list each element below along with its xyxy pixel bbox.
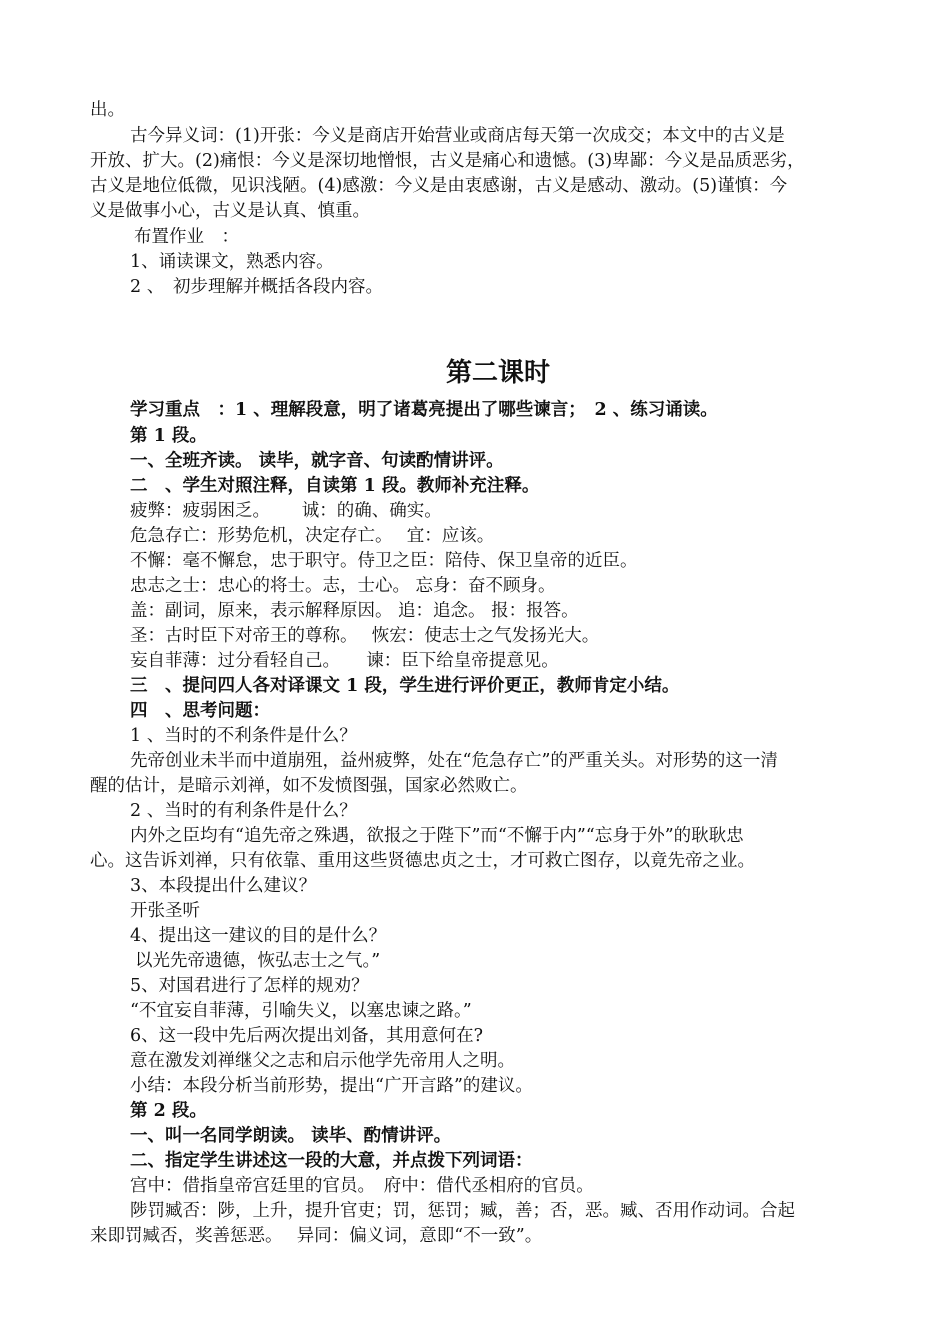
annotation-line: 疲弊：疲弱困乏。 诚：的确、确实。 — [130, 501, 442, 521]
answer-line: “不宜妄自菲薄，引喻失义，以塞忠谏之路。” — [130, 1001, 472, 1021]
answer-line: 以光先帝遗德，恢弘志士之气。” — [135, 951, 381, 971]
summary-line: 小结：本段分析当前形势，提出“广开言路”的建议。 — [130, 1076, 533, 1096]
section-title: 第二课时 — [446, 358, 551, 388]
homework-item: 1、诵读课文，熟悉内容。 — [130, 252, 334, 272]
step-heading: 一、全班齐读。 读毕，就字音、句读酌情讲评。 — [130, 451, 504, 471]
text-line: 义是做事小心，古义是认真、慎重。 — [90, 201, 370, 221]
question-line: 2 、当时的有利条件是什么？ — [130, 801, 357, 821]
text-line: 古义是地位低微，见识浅陋。(4)感激：今义是由衷感谢，古义是感动、激动。(5)谨慎：今 — [90, 176, 788, 196]
question-line: 3、本段提出什么建议？ — [130, 876, 317, 896]
annotation-line: 宫中：借指皇帝宫廷里的官员。 府中：借代丞相府的官员。 — [130, 1176, 594, 1196]
annotation-line: 不懈：毫不懈怠，忠于职守。侍卫之臣：陪侍、保卫皇帝的近臣。 — [130, 551, 638, 571]
step-heading: 四 、思考问题： — [130, 701, 270, 721]
answer-line: 先帝创业未半而中道崩殂，益州疲弊，处在“危急存亡”的严重关头。对形势的这一清 — [130, 751, 778, 771]
paragraph-heading: 第 1 段。 — [130, 426, 207, 446]
annotation-line: 忠志之士：忠心的将士。志，士心。 忘身：奋不顾身。 — [130, 576, 556, 596]
question-line: 1 、当时的不利条件是什么？ — [130, 726, 357, 746]
paragraph-heading: 第 2 段。 — [130, 1101, 207, 1121]
text-line: 古今异义词：(1)开张：今义是商店开始营业或商店每天第一次成交；本文中的古义是 — [130, 126, 785, 146]
answer-line: 内外之臣均有“追先帝之殊遇，欲报之于陛下”而“不懈于内”“忘身于外”的耿耿忠 — [130, 826, 744, 846]
annotation-line: 陟罚臧否：陟，上升，提升官吏；罚，惩罚；臧，善；否，恶。臧、否用作动词。合起 — [130, 1201, 795, 1221]
question-line: 6、这一段中先后两次提出刘备，其用意何在? — [130, 1026, 484, 1046]
step-heading: 二、指定学生讲述这一段的大意，并点拨下列词语： — [130, 1151, 533, 1171]
step-heading: 一、叫一名同学朗读。 读毕、酌情讲评。 — [130, 1126, 452, 1146]
question-line: 5、对国君进行了怎样的规劝？ — [130, 976, 369, 996]
answer-line: 开张圣听 — [130, 901, 200, 921]
text-line: 开放、扩大。(2)痛恨：今义是深切地憎恨，古义是痛心和遗憾。(3)卑鄙：今义是品质恶劣， — [90, 151, 805, 171]
homework-heading: 布置作业 ： — [134, 227, 239, 247]
step-heading: 三 、提问四人各对译课文 1 段，学生进行评价更正，教师肯定小结。 — [130, 676, 680, 696]
annotation-line: 危急存亡：形势危机，决定存亡。 宜：应该。 — [130, 526, 495, 546]
annotation-line: 来即罚臧否，奖善惩恶。 异同：偏义词，意即“不一致”。 — [90, 1226, 543, 1246]
answer-line: 醒的估计，是暗示刘禅，如不发愤图强，国家必然败亡。 — [90, 776, 528, 796]
step-heading: 二 、学生对照注释，自读第 1 段。教师补充注释。 — [130, 476, 540, 496]
answer-line: 意在激发刘禅继父之志和启示他学先帝用人之明。 — [130, 1051, 515, 1071]
question-line: 4、提出这一建议的目的是什么？ — [130, 926, 387, 946]
annotation-line: 圣：古时臣下对帝王的尊称。 恢宏：使志士之气发扬光大。 — [130, 626, 600, 646]
annotation-line: 盖：副词，原来，表示解释原因。 追：追念。 报：报答。 — [130, 601, 579, 621]
answer-line: 心。这告诉刘禅，只有依靠、重用这些贤德忠贞之士，才可救亡图存，以竟先帝之业。 — [90, 851, 755, 871]
learning-focus: 学习重点 ：1 、理解段意，明了诸葛亮提出了哪些谏言； 2 、练习诵读。 — [130, 400, 718, 420]
text-line: 出。 — [90, 100, 125, 120]
homework-item: 2 、 初步理解并概括各段内容。 — [130, 277, 383, 297]
annotation-line: 妄自菲薄：过分看轻自己。 谏：臣下给皇帝提意见。 — [130, 651, 559, 671]
